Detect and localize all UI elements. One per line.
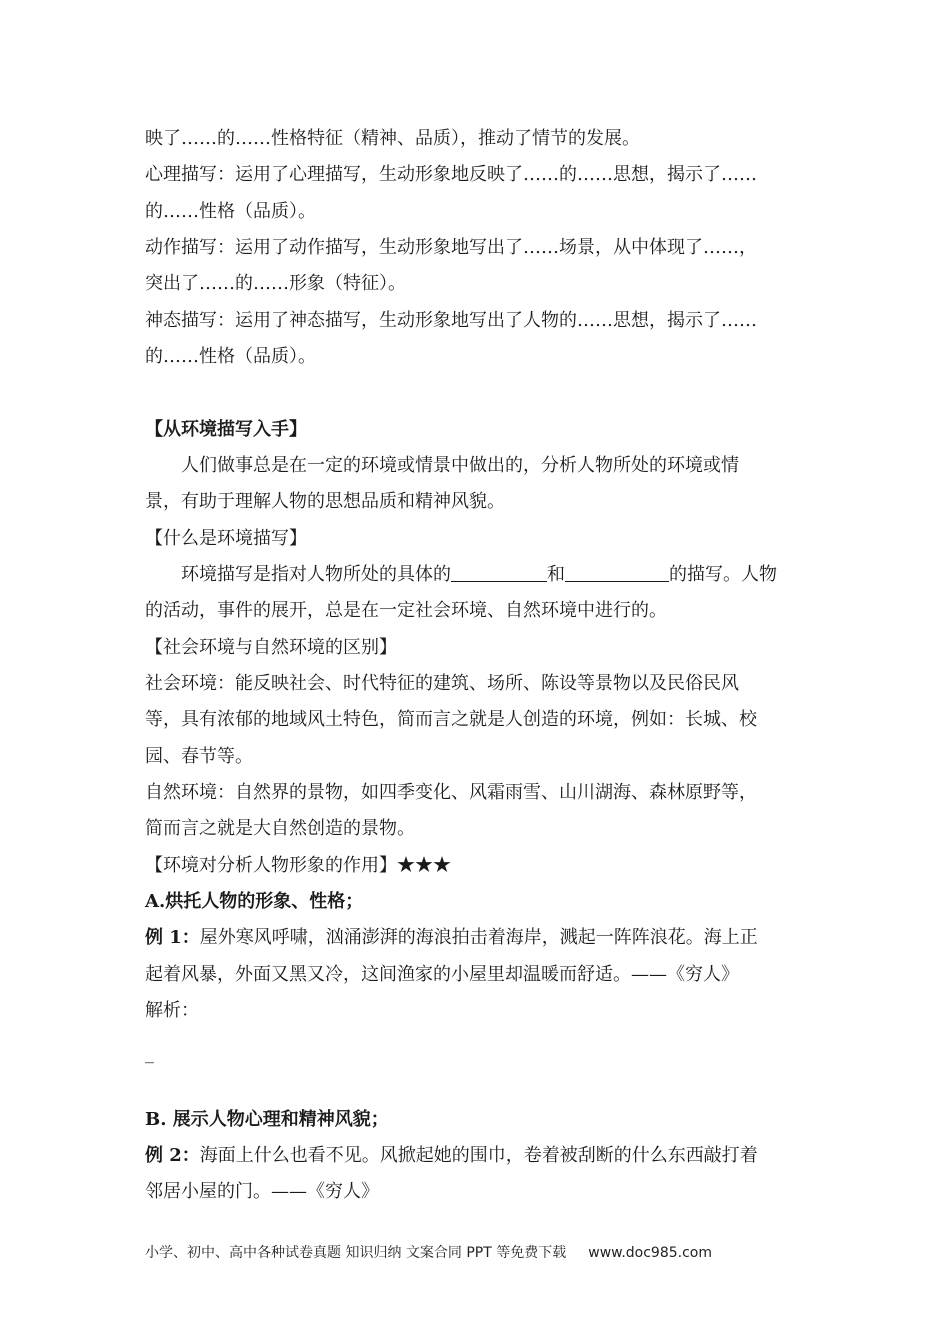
paragraph-line: 的活动，事件的展开，总是在一定社会环境、自然环境中进行的。 (145, 600, 667, 621)
example-2-line-2: 邻居小屋的门。——《穷人》 (145, 1181, 379, 1202)
answer-line: _ (145, 1043, 154, 1064)
action-desc-line: 动作描写：运用了动作描写，生动形象地写出了……场景，从中体现了……， (145, 237, 757, 258)
point-b-title: B. 展示人物心理和精神风貌； (145, 1109, 389, 1130)
subheading: 【环境对分析人物形象的作用】★★★ (145, 855, 451, 876)
example-1-line-2: 起着风暴，外面又黑又冷，这间渔家的小屋里却温暖而舒适。——《穷人》 (145, 964, 739, 985)
fill-blank-1[interactable] (451, 563, 547, 582)
footer-url[interactable]: www.doc985.com (588, 1245, 712, 1261)
subheading: 【什么是环境描写】 (145, 528, 307, 549)
text-line: 的……性格（品质）。 (145, 346, 316, 367)
example-text: 海面上什么也看不见。风掀起她的围巾，卷着被刮断的什么东西敲打着 (199, 1145, 758, 1166)
example-text: 屋外寒风呼啸，汹涌澎湃的海浪拍击着海岸，溅起一阵阵浪花。海上正 (199, 927, 758, 948)
text-line: 突出了……的……形象（特征）。 (145, 273, 406, 294)
fill-blank-2[interactable] (565, 563, 669, 582)
natural-env-line: 自然环境：自然界的景物，如四季变化、风霜雨雪、山川湖海、森林原野等， (145, 782, 757, 803)
example-label: 例 1： (145, 927, 200, 948)
example-1-line (145, 926, 810, 950)
expression-desc-line: 神态描写：运用了神态描写，生动形象地写出了人物的……思想，揭示了…… (145, 310, 757, 331)
natural-env-line: 简而言之就是大自然创造的景物。 (145, 818, 415, 839)
text-line: 的……性格（品质）。 (145, 201, 316, 222)
analysis-label: 解析： (145, 1000, 199, 1021)
page-footer (145, 1243, 810, 1263)
point-a-title: A.烘托人物的形象、性格； (145, 891, 364, 912)
text-line: 映了……的……性格特征（精神、品质），推动了情节的发展。 (145, 128, 640, 149)
paragraph-line: 人们做事总是在一定的环境或情景中做出的，分析人物所处的环境或情 (181, 455, 739, 476)
psychological-desc-line: 心理描写：运用了心理描写，生动形象地反映了……的……思想，揭示了…… (145, 164, 757, 185)
paragraph-line: 景，有助于理解人物的思想品质和精神风貌。 (145, 491, 505, 512)
social-env-line: 等，具有浓郁的地域风土特色，简而言之就是人创造的环境，例如：长城、校 (145, 709, 757, 730)
footer-text: 小学、初中、高中各种试卷真题 知识归纳 文案合同 PPT 等免费下载 (145, 1245, 567, 1261)
definition-and: 和 (547, 564, 565, 585)
definition-prefix: 环境描写是指对人物所处的具体的 (181, 564, 451, 585)
section-heading: 【从环境描写入手】 (145, 419, 307, 440)
social-env-line: 社会环境：能反映社会、时代特征的建筑、场所、陈设等景物以及民俗民风 (145, 673, 739, 694)
definition-line (145, 563, 810, 587)
example-2-line (145, 1144, 810, 1168)
example-label: 例 2： (145, 1145, 200, 1166)
subheading: 【社会环境与自然环境的区别】 (145, 637, 397, 658)
definition-suffix: 的描写。人物 (669, 564, 777, 585)
social-env-line: 园、春节等。 (145, 746, 253, 767)
